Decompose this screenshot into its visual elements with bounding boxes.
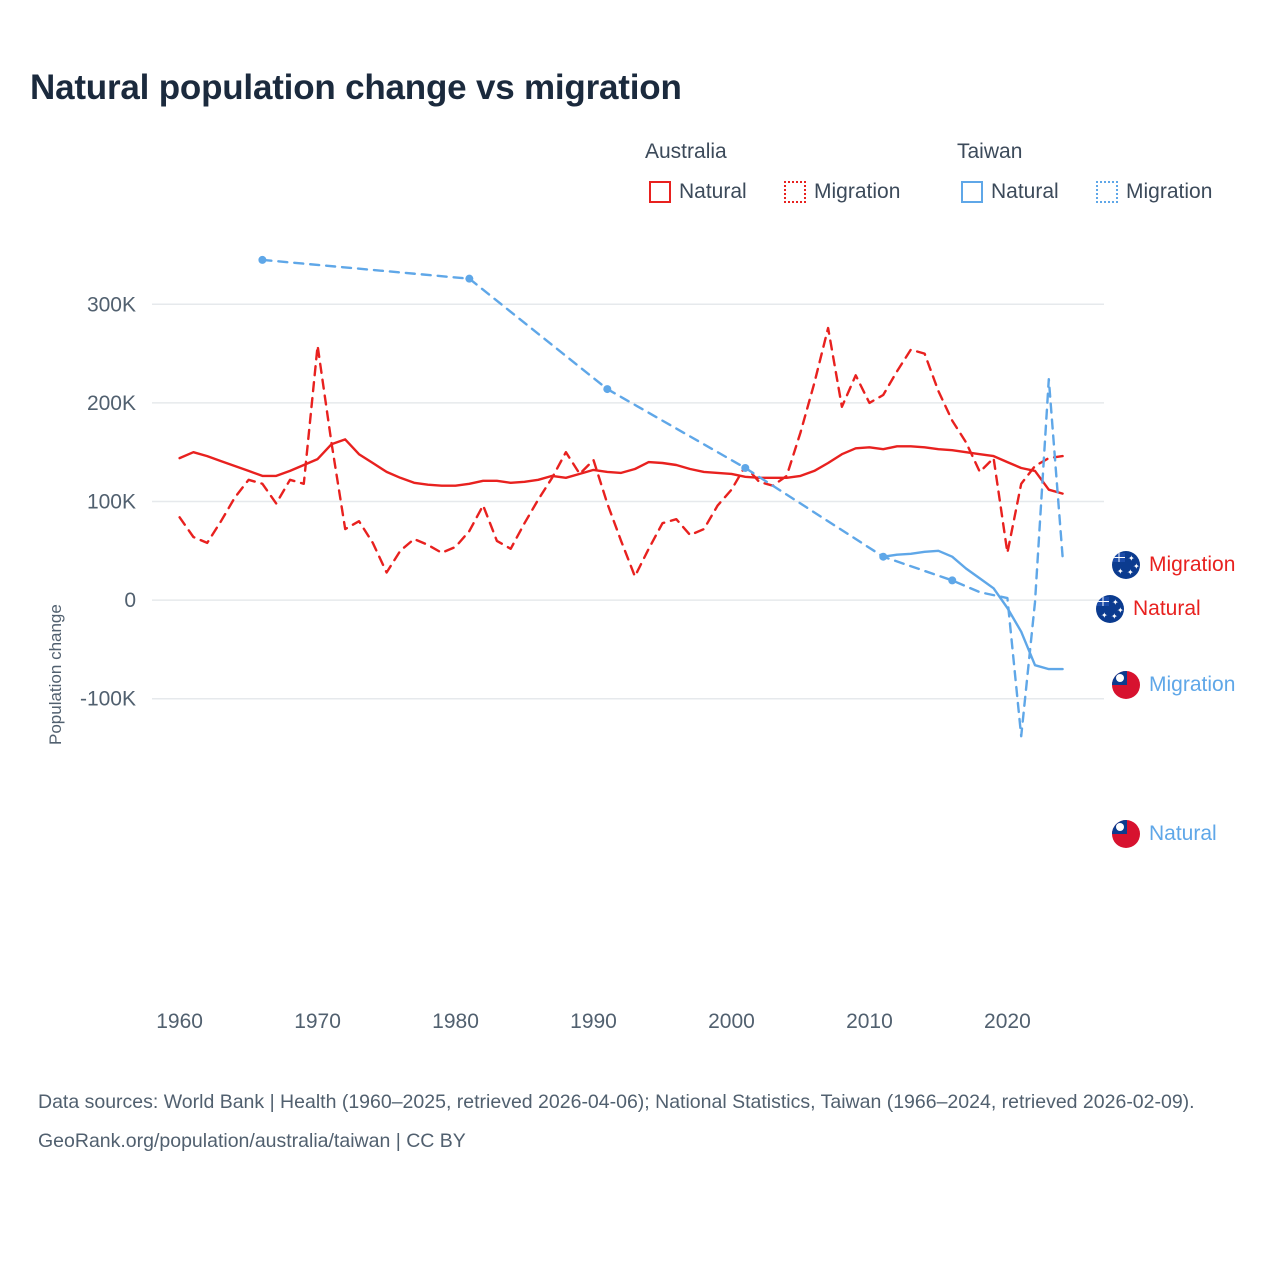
end-label-taiwan-natural xyxy=(1112,820,1217,848)
legend-item-australia-natural[interactable] xyxy=(649,180,747,204)
y-axis-title: Population change xyxy=(46,604,65,745)
legend-swatch-taiwan-migration xyxy=(1096,181,1118,203)
end-label-text: Migration xyxy=(1149,553,1236,576)
legend-item-australia-migration[interactable] xyxy=(784,180,900,204)
y-tick-label: 0 xyxy=(124,589,136,613)
legend-label-australia-migration: Migration xyxy=(814,180,901,203)
data-point xyxy=(258,256,266,264)
x-tick-label: 1990 xyxy=(570,1010,617,1033)
y-tick-label: 100K xyxy=(86,490,136,514)
end-label-text: Natural xyxy=(1133,597,1201,620)
legend-label-taiwan-natural: Natural xyxy=(991,180,1059,203)
x-tick-label: 1970 xyxy=(294,1010,341,1033)
x-tick-label: 2010 xyxy=(846,1010,893,1033)
x-tick-label: 2000 xyxy=(708,1010,755,1033)
end-label-australia-natural xyxy=(1096,595,1201,623)
australia-flag-icon: ✦ ✦ ✦ ✦ xyxy=(1112,551,1140,579)
data-point xyxy=(465,275,473,283)
end-label-text: Natural xyxy=(1149,822,1217,845)
series-line-taiwan-natural xyxy=(883,551,1062,669)
legend-label-australia-natural: Natural xyxy=(679,180,747,203)
chart-svg xyxy=(0,240,1280,1040)
australia-flag-icon: ✦ ✦ ✦ ✦ xyxy=(1096,595,1124,623)
legend-item-taiwan-migration[interactable] xyxy=(1096,180,1212,204)
data-point xyxy=(948,576,956,584)
legend xyxy=(645,140,1265,230)
plot-area xyxy=(0,240,1280,1040)
legend-label-taiwan-migration: Migration xyxy=(1126,180,1213,203)
x-tick-label: 2020 xyxy=(984,1010,1031,1033)
footer-sources: Data sources: World Bank | Health (1960–2025, retrieved 2026-04-06); National Statistics, Taiwan (1966–2024, retrieved 2026-02-09). xyxy=(38,1091,1195,1113)
footer-link[interactable]: GeoRank.org/population/australia/taiwan | CC BY xyxy=(38,1130,466,1153)
series-line-australia-natural xyxy=(180,439,1063,493)
legend-item-taiwan-natural[interactable] xyxy=(961,180,1059,204)
series-line-australia-migration xyxy=(180,328,1063,576)
end-label-taiwan-migration xyxy=(1112,671,1235,699)
end-label-text: Migration xyxy=(1149,673,1236,696)
data-point xyxy=(603,385,611,393)
series-line-taiwan-migration xyxy=(262,260,1062,736)
taiwan-flag-icon xyxy=(1112,671,1140,699)
footer xyxy=(38,1088,1258,1156)
legend-swatch-taiwan-natural xyxy=(961,181,983,203)
end-label-australia-migration xyxy=(1112,551,1235,579)
data-point xyxy=(741,464,749,472)
legend-swatch-australia-migration xyxy=(784,181,806,203)
x-tick-label: 1960 xyxy=(156,1010,203,1033)
page-title: Natural population change vs migration xyxy=(30,68,682,107)
legend-swatch-australia-natural xyxy=(649,181,671,203)
y-tick-label: -100K xyxy=(79,687,136,711)
x-tick-label: 1980 xyxy=(432,1010,479,1033)
data-point xyxy=(879,553,887,561)
y-tick-label: 200K xyxy=(86,391,136,415)
legend-group-australia-title: Australia xyxy=(645,140,727,163)
legend-group-taiwan-title: Taiwan xyxy=(957,140,1023,163)
taiwan-flag-icon xyxy=(1112,820,1140,848)
y-tick-label: 300K xyxy=(86,293,136,317)
